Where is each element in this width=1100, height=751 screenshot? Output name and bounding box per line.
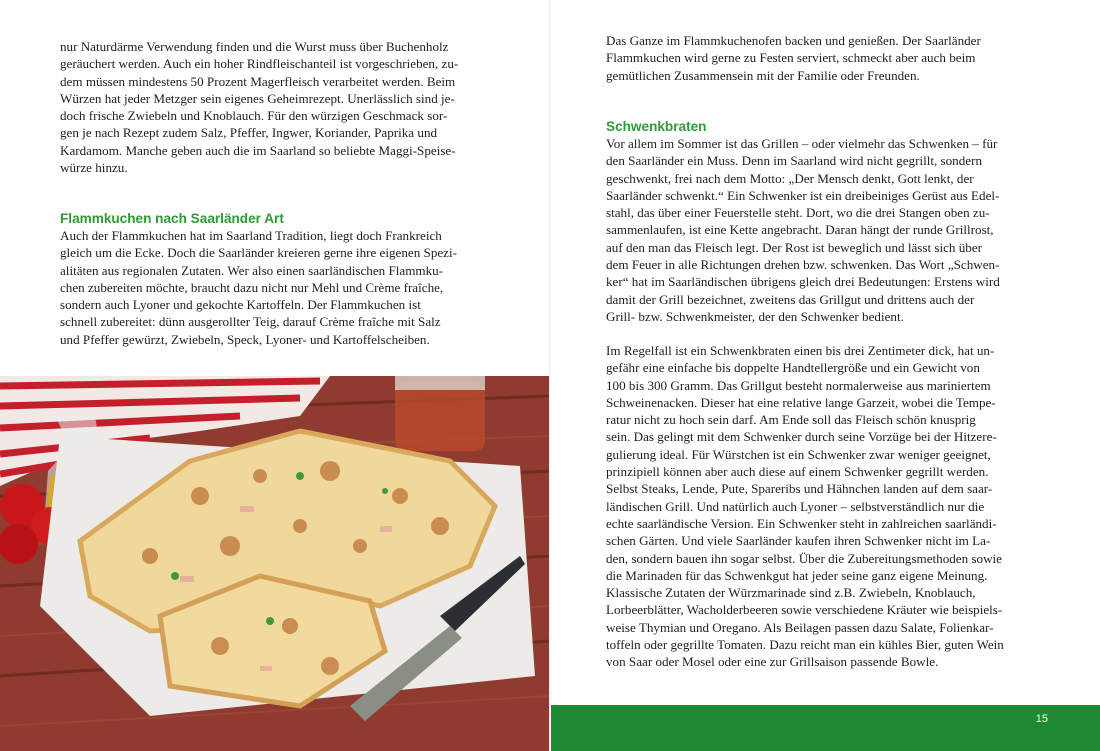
text-line: ratur nicht zu hoch sein darf. Am Ende soll das Fleisch schön knusprig: [606, 412, 976, 428]
flammkuchen-photo: [0, 376, 550, 751]
section-heading-schwenkbraten: Schwenkbraten: [606, 119, 707, 134]
right-text-block-2: [606, 135, 1051, 325]
footer-bar: [551, 705, 1100, 751]
text-line: schen Gärten. Und viele Saarländer kaufen ihren Schwenker nicht im La-: [606, 533, 991, 549]
text-line: gefähr eine einfache bis doppelte Handtellergröße und ein Gewicht von: [606, 360, 980, 376]
text-line: und Pfeffer gewürzt, Zwiebeln, Speck, Lyoner- und Kartoffelscheiben.: [60, 331, 430, 347]
text-line: sondern auch Lyoner und gekochte Kartoffeln. Der Flammkuchen ist: [60, 297, 421, 313]
text-line: gemütlichen Zusammensein mit der Familie oder Freunden.: [606, 67, 920, 83]
text-line: Vor allem im Sommer ist das Grillen – oder vielmehr das Schwenken – für: [606, 136, 998, 151]
text-line: prinzipiell können aber auch diese auf einem Schwenker gegrillt werden.: [606, 464, 989, 480]
text-line: geschwenkt, frei nach dem Motto: „Der Mensch denkt, Gott lenkt, der: [606, 170, 974, 186]
text-line: weise Thymian und Oregano. Als Beilagen passen dazu Salate, Folienkar-: [606, 619, 994, 635]
text-line: gleich um die Ecke. Doch die Saarländer kreieren gerne ihre eigenen Spezi-: [60, 245, 457, 261]
text-line: dem müssen mindestens 50 Prozent Magerfleisch verarbeitet werden. Beim: [60, 73, 456, 89]
text-line: Flammkuchen wird gerne zu Festen serviert, schmeckt aber auch beim: [606, 50, 976, 66]
text-line: Saarländer schwenkt.“ Ein Schwenker ist ein dreibeiniges Gerüst aus Edel-: [606, 187, 1000, 203]
left-text-block-1: [60, 38, 500, 176]
text-line: echte saarländische Version. Ein Schwenker steht in zahlreichen saarländi-: [606, 515, 997, 531]
text-line: ker“ hat im Saarländischen übrigens gleich drei Bedeutungen: Erstens wird: [606, 274, 1000, 290]
text-line: gulierung ideal. Für Würstchen ist ein Schwenker zwar weniger geeignet,: [606, 446, 991, 462]
text-line: den Saarländer ein Muss. Denn im Saarland wird nicht gegrillt, sondern: [606, 153, 982, 169]
text-line: dem Feuer in alle Richtungen drehen bzw. schwenken. Das Wort „Schwen-: [606, 257, 1000, 273]
text-line: von Saar oder Mosel oder eine zur Grillsaison passende Bowle.: [606, 654, 939, 670]
text-line: den, sondern bauen ihn sogar selbst. Über die Zubereitungsmethoden sowie: [606, 550, 1002, 566]
text-line: Würzen hat jeder Metzger sein eigenes Geheimrezept. Unerlässlich sind je-: [60, 90, 455, 106]
text-line: würze hinzu.: [60, 160, 128, 176]
text-line: nur Naturdärme Verwendung finden und die Wurst muss über Buchenholz: [60, 39, 449, 54]
text-line: schnell zubereitet: dünn ausgerollter Teig, darauf Crème fraîche mit Salz: [60, 314, 441, 330]
right-text-block-3: [606, 342, 1051, 671]
text-line: ländischen Grill. Und natürlich auch Lyoner – selbstverständlich nur die: [606, 498, 985, 514]
page-number: 15: [1035, 713, 1048, 725]
text-line: auf den man das Fleisch legt. Der Rost ist beweglich und lässt sich über: [606, 239, 983, 255]
right-text-block-1: [606, 32, 1051, 84]
text-line: Im Regelfall ist ein Schwenkbraten einen bis drei Zentimeter dick, hat un-: [606, 343, 995, 358]
text-line: chen zubereiten möchte, braucht dazu nicht nur Mehl und Crème fraîche,: [60, 279, 444, 295]
text-line: stahl, das über einer Feuerstelle steht. Dort, wo die drei Stangen oben zu-: [606, 205, 990, 221]
text-line: sammenlaufen, ist eine Kette angebracht. Daran hängt der runde Grillrost,: [606, 222, 994, 238]
text-line: alitäten aus regionalen Zutaten. Wer also einen saarländischen Flammku-: [60, 262, 444, 278]
text-line: Das Ganze im Flammkuchenofen backen und genießen. Der Saarländer: [606, 33, 981, 48]
text-line: die Marinaden für das Schwenkgut hat jeder seine ganz eigene Meinung.: [606, 567, 988, 583]
text-line: Grill- bzw. Schwenkmeister, der den Schwenker bedient.: [606, 308, 904, 324]
text-line: Schweinenacken. Dieser hat eine relative lange Garzeit, wobei die Tempe-: [606, 394, 996, 410]
text-line: sein. Das gelingt mit dem Schwenker durch seine Vorzüge bei der Hitzere-: [606, 429, 997, 445]
text-line: Klassische Zutaten der Würzmarinade sind z.B. Zwiebeln, Knoblauch,: [606, 585, 976, 601]
text-line: geräuchert werden. Auch ein hoher Rindfleischanteil ist vorgeschrieben, zu-: [60, 56, 459, 72]
text-line: toffeln oder gegrillte Tomaten. Dazu reicht man ein kühles Bier, guten Wein: [606, 637, 1004, 653]
text-line: doch frische Zwiebeln und Knoblauch. Für den würzigen Geschmack sor-: [60, 108, 448, 124]
text-line: Lorbeerblätter, Wacholderbeeren sowie verschiedene Kräuter wie beispiels-: [606, 602, 1003, 618]
text-line: damit der Grill bezeichnet, zweitens das Grillgut und drittens auch der: [606, 291, 975, 307]
text-line: Selbst Steaks, Lende, Pute, Spareribs und Hähnchen landen auf dem saar-: [606, 481, 993, 497]
right-page: [550, 0, 1100, 751]
left-text-block-2: [60, 227, 500, 348]
section-heading-flammkuchen: Flammkuchen nach Saarländer Art: [60, 211, 284, 226]
text-line: gen je nach Rezept zudem Salz, Pfeffer, Ingwer, Koriander, Paprika und: [60, 125, 438, 141]
text-line: Auch der Flammkuchen hat im Saarland Tradition, liegt doch Frankreich: [60, 228, 442, 243]
text-line: 100 bis 300 Gramm. Das Grillgut besteht normalerweise aus mariniertem: [606, 377, 991, 393]
text-line: Kardamom. Manche geben auch die im Saarland so beliebte Maggi-Speise-: [60, 142, 456, 158]
